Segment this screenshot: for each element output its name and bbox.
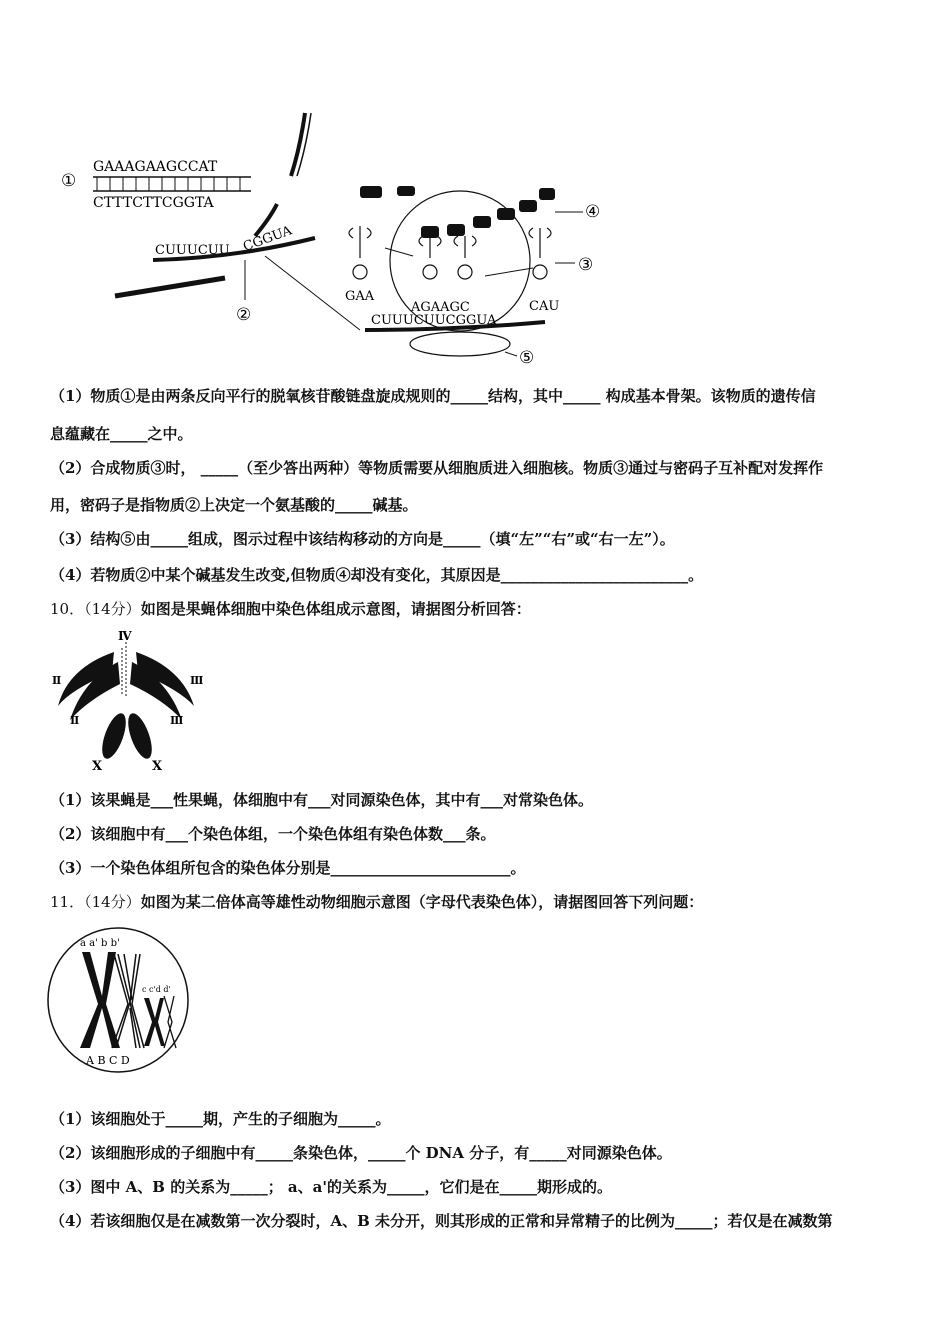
q10-part3: （3）一个染色体组所包含的染色体分别是________________________。 — [50, 859, 526, 877]
label-X-left: X — [92, 759, 103, 773]
q9-part1-line1: （1）物质①是由两条反向平行的脱氧核苷酸链盘旋成规则的_____结构，其中_____ 构成基本骨架。该物质的遗传信 — [50, 387, 816, 405]
q11-part1: （1）该细胞处于_____期，产生的子细胞为_____。 — [50, 1110, 391, 1128]
label-III-upper: Ⅲ — [190, 674, 204, 687]
label-III-lower: Ⅲ — [170, 714, 184, 727]
mrna-right-sequence: CUUUCUUCGGUA — [371, 313, 497, 328]
q11-text: 如图为某二倍体高等雄性动物细胞示意图（字母代表染色体），请据图回答下列问题： — [140, 893, 704, 911]
dna-bottom-strand: CTTTCTTCGGTA — [93, 195, 214, 211]
label-II-upper: Ⅱ — [52, 674, 62, 687]
q11-heading — [50, 891, 703, 912]
q9-part2-line1: （2）合成物质③时， _____（至少答出两种）等物质需要从细胞质进入细胞核。物质③通过与密码子互补配对发挥作 — [50, 459, 824, 477]
figure-fruitfly-chromosomes — [48, 628, 208, 773]
q10-heading — [50, 598, 531, 619]
q10-points: （14分） — [84, 600, 141, 618]
mrna-left-sequence: CUUUCUU — [155, 243, 230, 258]
q11-points: （14分） — [84, 893, 141, 911]
q11-part3: （3）图中 A、B 的关系为_____； a、a'的关系为_____，它们是在_____期形成的。 — [50, 1178, 612, 1196]
dna-top-strand: GAAAGAAGCCAT — [93, 159, 218, 175]
label-bottom-letters: A B C D — [86, 1054, 130, 1067]
q10-text: 如图是果蝇体细胞中染色体组成示意图，请据图分析回答： — [140, 600, 531, 618]
q10-number: 10． — [50, 600, 85, 618]
q9-part4: （4）若物质②中某个碱基发生改变,但物质④却没有变化，其原因是_________________________。 — [50, 566, 704, 584]
label-2: ② — [236, 305, 252, 325]
q11-part2: （2）该细胞形成的子细胞中有_____条染色体，_____个 DNA 分子，有_____对同源染色体。 — [50, 1144, 672, 1162]
figure-cell-chromosomes — [44, 924, 194, 1074]
q9-part1-line2: 息蕴藏在_____之中。 — [50, 425, 193, 443]
label-1: ① — [61, 171, 77, 191]
label-IV: Ⅳ — [118, 629, 132, 643]
label-4: ④ — [585, 202, 601, 222]
mrna-left-tail: CGGUA — [241, 223, 294, 255]
anticodon-2: AGAAGC — [411, 300, 470, 315]
label-top-cd: c c'd d' — [142, 985, 171, 994]
q11-number: 11． — [50, 893, 85, 911]
label-II-lower: Ⅱ — [70, 714, 80, 727]
anticodon-1: GAA — [345, 289, 375, 304]
q9-part3: （3）结构⑤由_____组成，图示过程中该结构移动的方向是_____（填“左”“右”或“右一左”）。 — [50, 530, 675, 548]
label-X-right: X — [152, 759, 163, 773]
figure-transcription-translation — [55, 108, 615, 370]
q9-part2-line2: 用，密码子是指物质②上决定一个氨基酸的_____碱基。 — [50, 496, 418, 514]
q11-part4: （4）若该细胞仅是在减数第一次分裂时，A、B 未分开，则其形成的正常和异常精子的比例为_____；若仅是在减数第 — [50, 1212, 833, 1230]
q10-part2: （2）该细胞中有___个染色体组，一个染色体组有染色体数___条。 — [50, 825, 496, 843]
label-5: ⑤ — [519, 348, 535, 368]
anticodon-3: CAU — [529, 299, 560, 314]
label-top-ab: a a' b b' — [80, 938, 120, 949]
q10-part1: （1）该果蝇是___性果蝇，体细胞中有___对同源染色体，其中有___对常染色体。 — [50, 791, 593, 809]
label-3: ③ — [578, 255, 594, 275]
